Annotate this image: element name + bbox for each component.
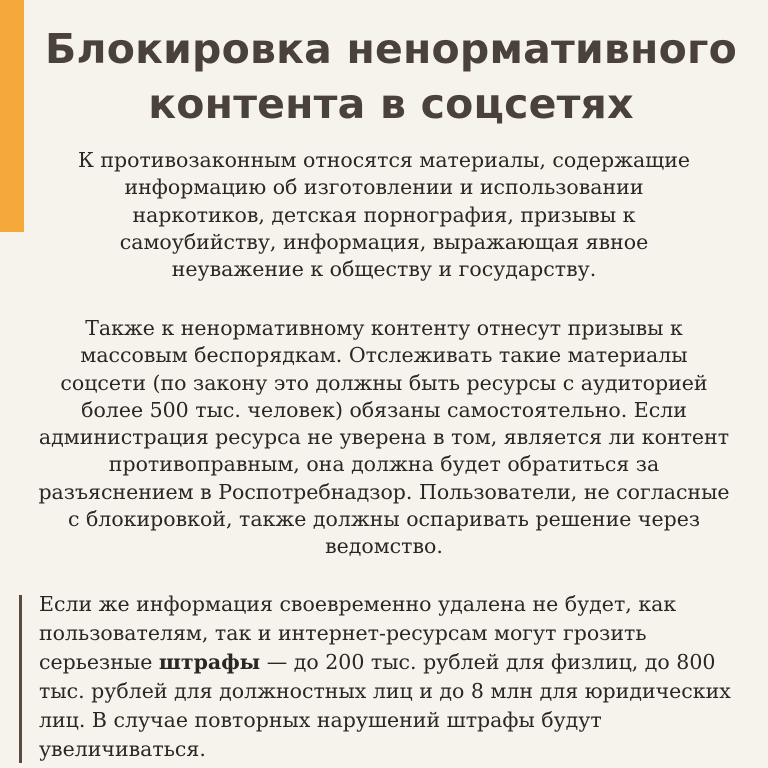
page-title: Блокировка ненормативного контента в соцсетях [45,25,737,128]
paragraph-illegal-content: К противозаконным относятся материалы, содержащие информацию об изготовлении и использовании наркотиков, детская порнография, призывы к самоубийству, информация, выражающая явное неуважение к обществу и государству. [77,148,691,282]
paragraph-fines [39,590,750,764]
fines-keyword: штрафы [158,650,261,674]
fines-text-start: Если же информация своевременно удалена не будет, как пользователям, так и интернет-ресурсам могут грозить серьезные [39,592,677,674]
paragraph-mass-riots: Также к ненормативному контенту отнесут призывы к массовым беспорядкам. Отслеживать такие материалы соцсети (по закону это должны быть ресурсы с аудиторией более 500 тыс. человек) обязаны самостоятельно. Если администрация ресурса не уверена в том, является ли контент противоправным, она должна будет обратиться за разъяснением в Роспотребнадзор. Пользователи, не согласные с блокировкой, также должны оспаривать решение через ведомство. [38,316,730,559]
fines-text-end: — до 200 тыс. рублей для физлиц, до 800 тыс. рублей для должностных лиц и до 8 млн для юридических лиц. В случае повторных нарушений штрафы будут увеличиваться. [39,650,731,761]
accent-bar [0,0,24,232]
quote-bar [19,595,22,763]
